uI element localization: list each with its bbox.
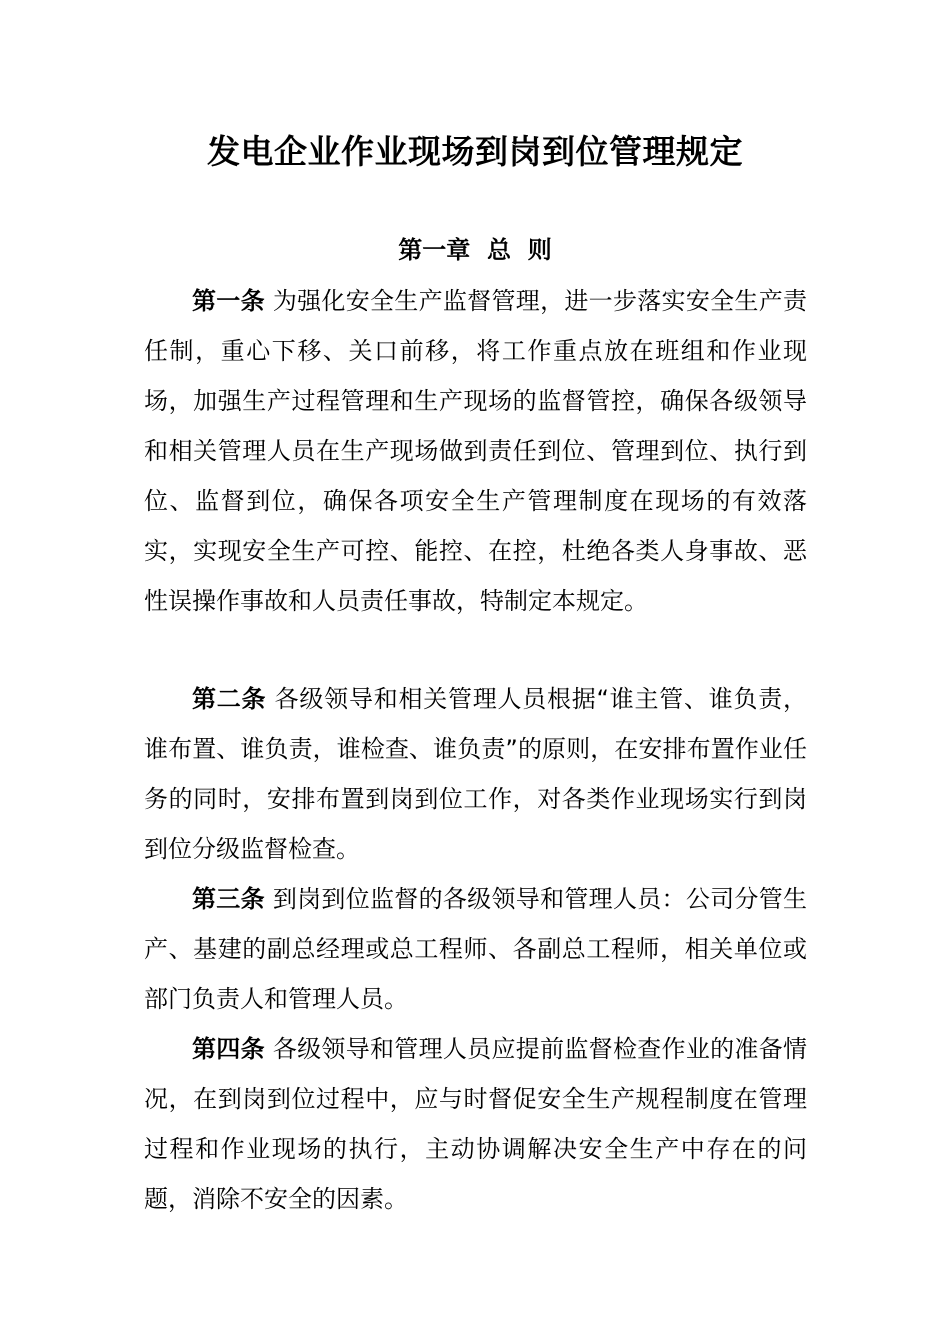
article-text: 为强化安全生产监督管理，进一步落实安全生产责任制，重心下移、关口前移，将工作重点放在班组和作业现场，加强生产过程管理和生产现场的监督管控，确保各级领导和相关管理人员在生产现场做到责任到位、管理到位、执行到位、监督到位，确保各项安全生产管理制度在现场的有效落实，实现安全生产可控、能控、在控，杜绝各类人身事故、恶性误操作事故和人员责任事故，特制定本规定。 [144,287,808,615]
article-number: 第三条 [192,885,265,913]
article-text: 各级领导和管理人员应提前监督检查作业的准备情况，在到岗到位过程中，应与时督促安全生产规程制度在管理过程和作业现场的执行，主动协调解决安全生产中存在的问题，消除不安全的因素。 [144,1035,808,1213]
article-spacer [265,1035,273,1063]
article-paragraph [144,276,807,626]
article-spacer [265,287,273,315]
article-text: 各级领导和相关管理人员根据“谁主管、谁负责，谁布置、谁负责，谁检查、谁负责”的原则，在安排布置作业任务的同时，安排布置到岗到位工作，对各类作业现场实行到岗到位分级监督检查。 [144,685,807,863]
article-spacer [266,685,274,713]
article-paragraph [144,874,807,1024]
article-number: 第四条 [192,1035,265,1063]
document-title: 发电企业作业现场到岗到位管理规定 [207,132,743,171]
article-number: 第二条 [192,685,267,713]
chapter-heading: 第一章 总 则 [398,236,552,264]
article-text: 到岗到位监督的各级领导和管理人员：公司分管生产、基建的副总经理或总工程师、各副总工程师，相关单位或部门负责人和管理人员。 [144,885,808,1013]
article-paragraph [144,1024,807,1224]
article-paragraph [144,674,807,874]
article-number: 第一条 [192,287,265,315]
article-spacer [265,885,273,913]
